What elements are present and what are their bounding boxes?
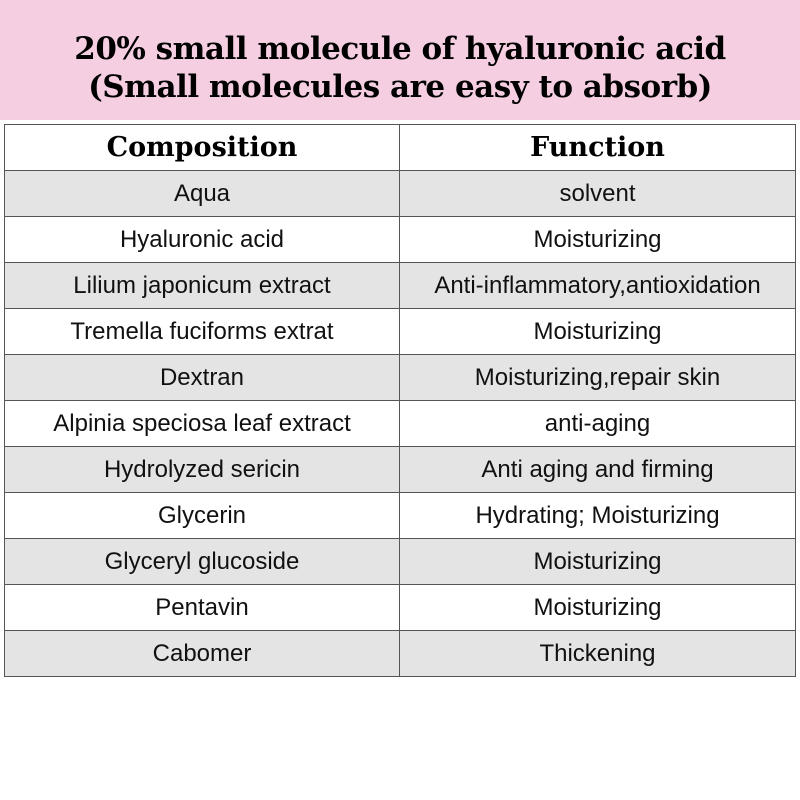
function-cell: anti-aging bbox=[400, 401, 796, 447]
function-cell: Anti aging and firming bbox=[400, 447, 796, 493]
function-cell: Moisturizing bbox=[400, 585, 796, 631]
composition-cell: Lilium japonicum extract bbox=[5, 263, 400, 309]
composition-cell: Hyaluronic acid bbox=[5, 217, 400, 263]
table-row bbox=[5, 447, 796, 493]
function-cell: Moisturizing bbox=[400, 539, 796, 585]
composition-cell: Tremella fuciforms extrat bbox=[5, 309, 400, 355]
table-row bbox=[5, 217, 796, 263]
ingredient-table-container bbox=[4, 124, 795, 677]
table-header-row bbox=[5, 125, 796, 171]
function-cell: Moisturizing bbox=[400, 217, 796, 263]
table-row bbox=[5, 631, 796, 677]
composition-cell: Glycerin bbox=[5, 493, 400, 539]
title-line-1: 20% small molecule of hyaluronic acid bbox=[74, 31, 726, 67]
table-row bbox=[5, 309, 796, 355]
column-header-function: Function bbox=[400, 125, 796, 171]
composition-cell: Glyceryl glucoside bbox=[5, 539, 400, 585]
function-cell: solvent bbox=[400, 171, 796, 217]
function-cell: Moisturizing,repair skin bbox=[400, 355, 796, 401]
composition-cell: Hydrolyzed sericin bbox=[5, 447, 400, 493]
function-cell: Hydrating; Moisturizing bbox=[400, 493, 796, 539]
column-header-composition: Composition bbox=[5, 125, 400, 171]
title-line-2: (Small molecules are easy to absorb) bbox=[88, 69, 712, 105]
composition-cell: Pentavin bbox=[5, 585, 400, 631]
table-row bbox=[5, 401, 796, 447]
table-row bbox=[5, 263, 796, 309]
function-cell: Thickening bbox=[400, 631, 796, 677]
title-banner bbox=[0, 0, 800, 120]
composition-cell: Alpinia speciosa leaf extract bbox=[5, 401, 400, 447]
ingredient-table bbox=[4, 124, 796, 677]
table-row bbox=[5, 585, 796, 631]
table-row bbox=[5, 493, 796, 539]
table-row bbox=[5, 355, 796, 401]
function-cell: Anti-inflammatory,antioxidation bbox=[400, 263, 796, 309]
table-row bbox=[5, 171, 796, 217]
composition-cell: Aqua bbox=[5, 171, 400, 217]
composition-cell: Dextran bbox=[5, 355, 400, 401]
function-cell: Moisturizing bbox=[400, 309, 796, 355]
table-row bbox=[5, 539, 796, 585]
composition-cell: Cabomer bbox=[5, 631, 400, 677]
